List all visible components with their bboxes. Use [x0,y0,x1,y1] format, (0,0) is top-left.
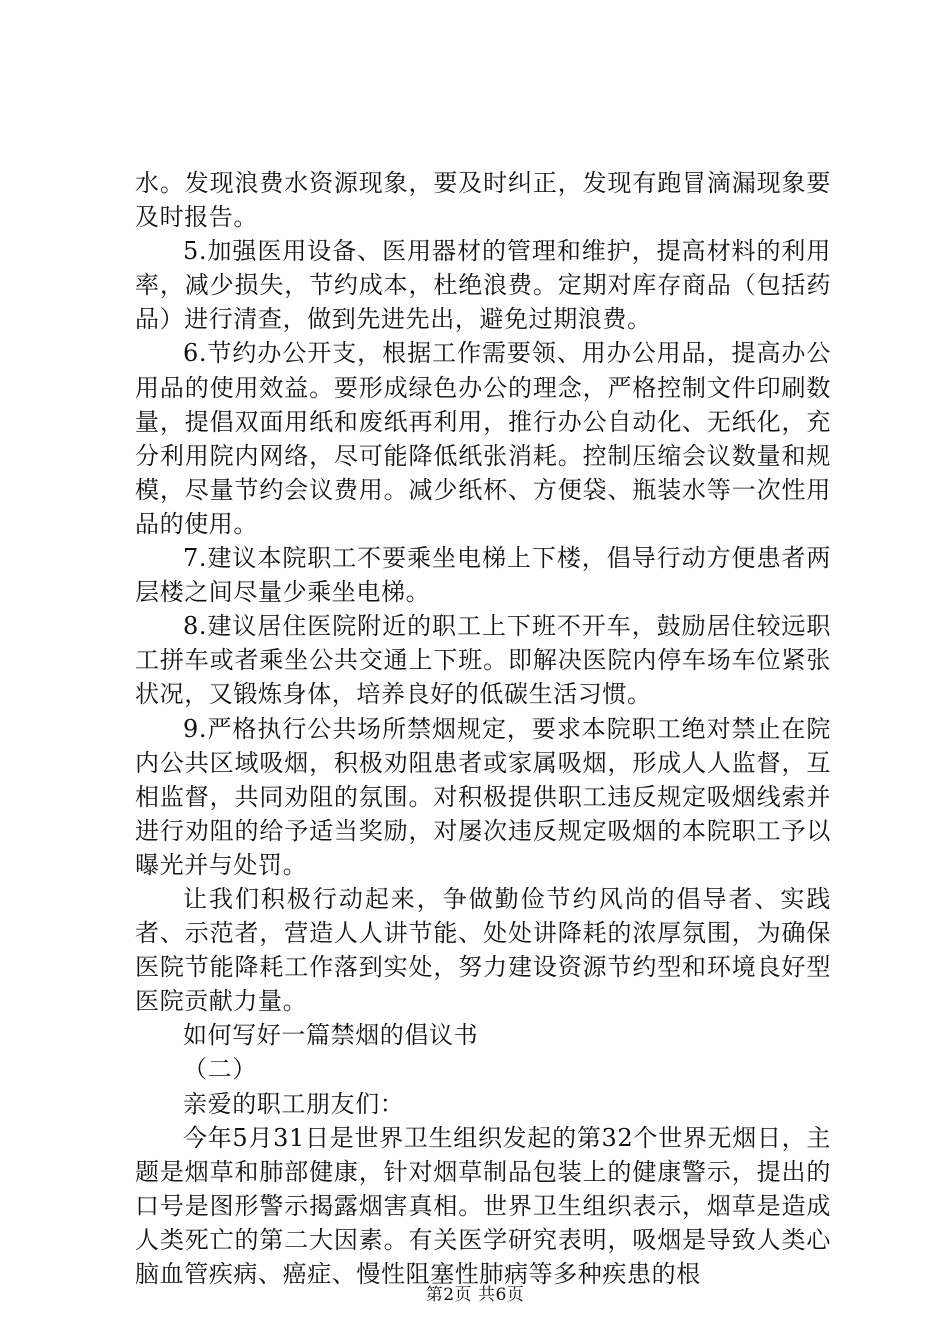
section-number: （二） [183,1055,257,1084]
paragraph-water-saving-continued: 水。发现浪费水资源现象，要及时纠正，发现有跑冒滴漏现象要及时报告。 [135,169,831,232]
section-heading: 如何写好一篇禁烟的倡议书 [183,1021,479,1050]
paragraph-item-5: 5.加强医用设备、医用器材的管理和维护，提高材料的利用率，减少损失，节约成本，杜绝浪费。定期对库存商品（包括药品）进行清查，做到先进先出，避免过期浪费。 [135,237,831,334]
page-footer: 第2页 共6页 [425,1285,525,1305]
paragraph-closing: 让我们积极行动起来，争做勤俭节约风尚的倡导者、实践者、示范者，营造人人讲节能、处处讲降耗的浓厚氛围，为确保医院节能降耗工作落到实处，努力建设资源节约型和环境良好型医院贡献力量。 [135,884,831,1016]
paragraph-item-9: 9.严格执行公共场所禁烟规定，要求本院职工绝对禁止在院内公共区域吸烟，积极劝阻患者或家属吸烟，形成人人监督，互相监督，共同劝阻的氛围。对积极提供职工违反规定吸烟线索并进行劝阻的给予适当奖励，对屡次违反规定吸烟的本院职工予以曝光并与处罚。 [135,714,831,879]
paragraph-item-7: 7.建议本院职工不要乘坐电梯上下楼，倡导行动方便患者两层楼之间尽量少乘坐电梯。 [135,544,831,607]
document-body [135,166,831,1291]
salutation: 亲爱的职工朋友们： [183,1089,405,1118]
paragraph-world-no-tobacco-day: 今年5月31日是世界卫生组织发起的第32个世界无烟日，主题是烟草和肺部健康，针对烟草制品包装上的健康警示，提出的口号是图形警示揭露烟害真相。世界卫生组织表示，烟草是造成人类死亡的第二大因素。有关医学研究表明，吸烟是导致人类心脑血管疾病、癌症、慢性阻塞性肺病等多种疾患的根 [135,1123,831,1288]
paragraph-item-8: 8.建议居住医院附近的职工上下班不开车，鼓励居住较远职工拼车或者乘坐公共交通上下班。即解决医院内停车场车位紧张状况，又锻炼身体，培养良好的低碳生活习惯。 [135,612,831,709]
paragraph-item-6: 6.节约办公开支，根据工作需要领、用办公用品，提高办公用品的使用效益。要形成绿色办公的理念，严格控制文件印刷数量，提倡双面用纸和废纸再利用，推行办公自动化、无纸化，充分利用院内网络，尽可能降低纸张消耗。控制压缩会议数量和规模，尽量节约会议费用。减少纸杯、方便袋、瓶装水等一次性用品的使用。 [135,339,831,538]
